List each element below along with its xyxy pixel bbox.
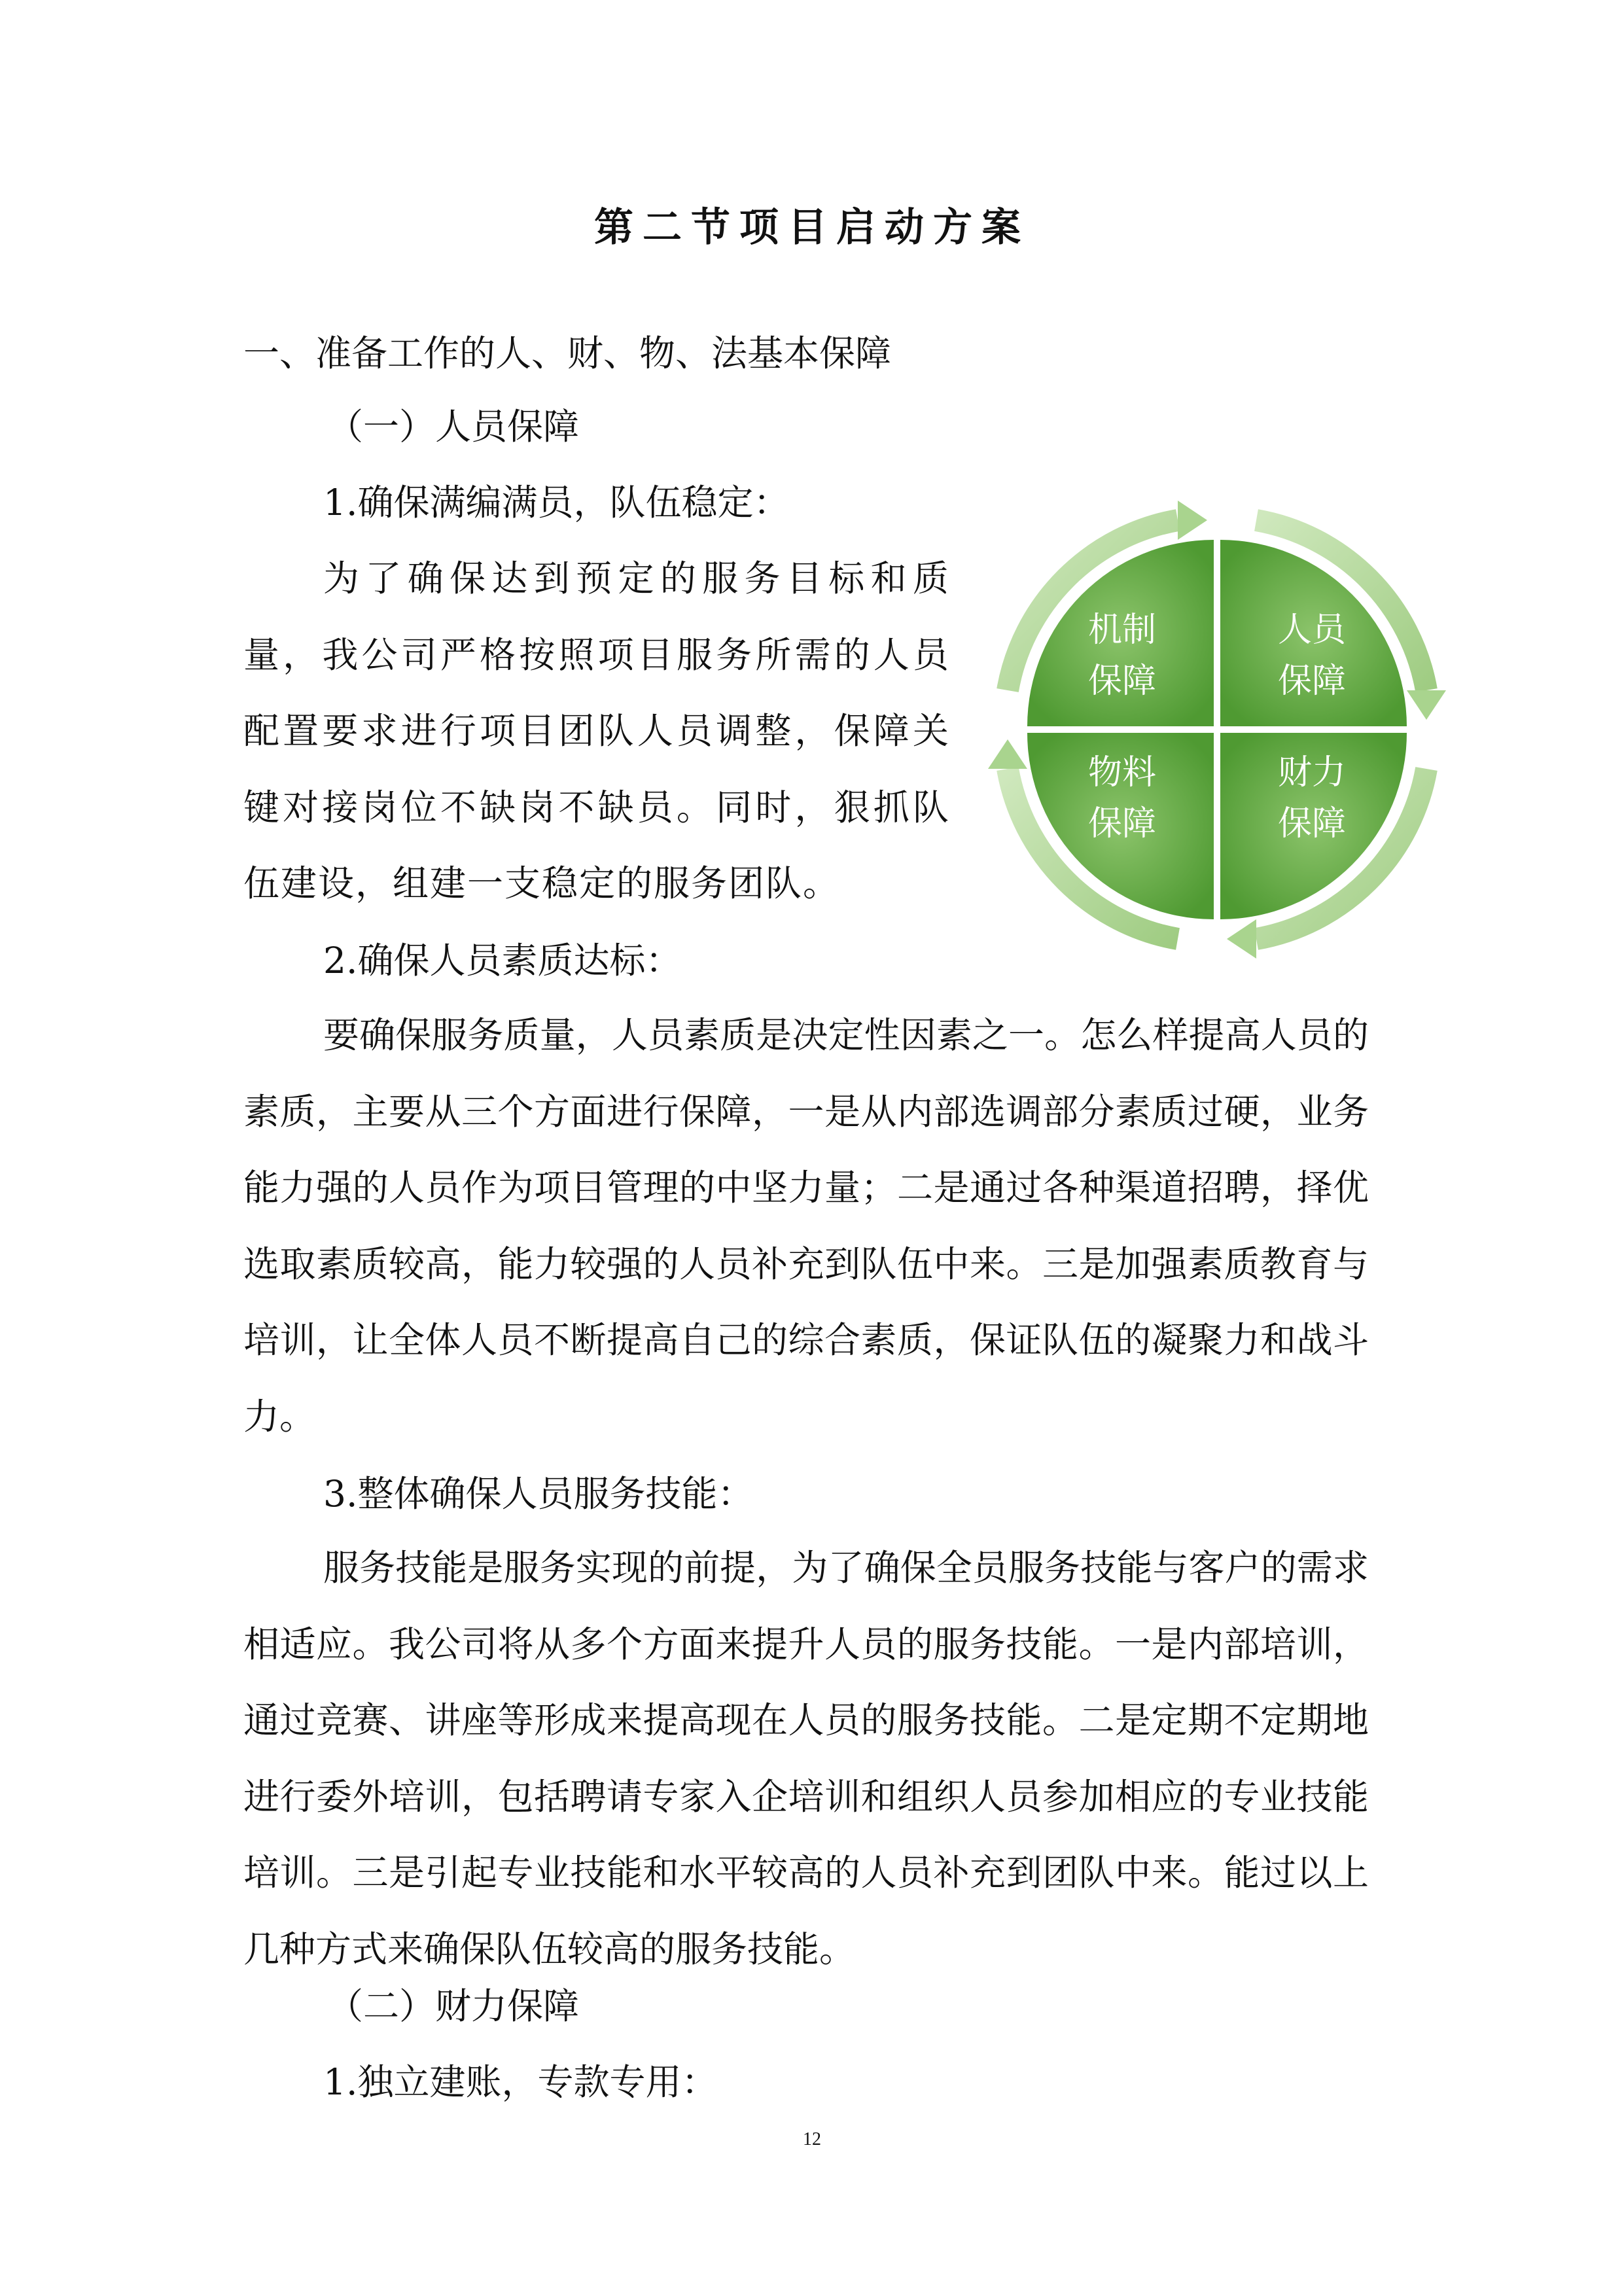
quadrant-label-personnel-1: 人员: [1277, 610, 1347, 650]
item-heading-staffing: 1.确保满编满员，队伍稳定：: [323, 482, 790, 523]
quadrant-label-mechanism-2: 保障: [1087, 662, 1157, 701]
item-heading-accounting: 1.独立建账，专款专用：: [323, 2061, 718, 2103]
subsection-heading-personnel: （一）人员保障: [327, 406, 580, 448]
subsection-heading-finance: （二）财力保障: [327, 1985, 580, 2027]
paragraph-staffing: 为了确保达到预定的服务目标和质量，我公司严格按照项目服务所需的人员配置要求进行项目团队人员调整，保障关键对接岗位不缺岗不缺员。同时，狠抓队伍建设，组建一支稳定的服务团队。: [243, 557, 950, 904]
quadrant-label-materials-1: 物料: [1087, 753, 1157, 792]
page-title: 第二节项目启动方案: [594, 205, 1030, 251]
quadrant-label-finance-1: 财力: [1277, 753, 1347, 792]
page-number: 12: [803, 2129, 821, 2149]
arrow-heads: [988, 501, 1446, 959]
cycle-arrow-ring: [1008, 520, 1426, 939]
paragraph-skills: 服务技能是服务实现的前提，为了确保全员服务技能与客户的需求相适应。我公司将从多个方面来提升人员的服务技能。一是内部培训，通过竞赛、讲座等形成来提高现在人员的服务技能。二是定期不定期地进行委外培训，包括聘请专家入企培训和组织人员参加相应的专业技能培训。三是引起专业技能和水平较高的人员补充到团队中来。能过以上几种方式来确保队伍较高的服务技能。: [243, 1547, 1369, 1970]
quadrant-label-personnel-2: 保障: [1277, 662, 1347, 701]
section-heading: 一、准备工作的人、财、物、法基本保障: [243, 332, 892, 374]
paragraph-quality: 要确保服务质量，人员素质是决定性因素之一。怎么样提高人员的素质，主要从三个方面进行保障，一是从内部选调部分素质过硬，业务能力强的人员作为项目管理的中坚力量；二是通过各种渠道招聘，择优选取素质较高，能力较强的人员补充到队伍中来。三是加强素质教育与培训，让全体人员不断提高自己的综合素质，保证队伍的凝聚力和战斗力。: [243, 1014, 1369, 1438]
item-heading-skills: 3.整体确保人员服务技能：: [323, 1473, 754, 1515]
quadrant-label-materials-2: 保障: [1087, 804, 1157, 843]
guarantee-quadrant-diagram: [981, 494, 1453, 965]
quadrant-label-finance-2: 保障: [1277, 804, 1347, 843]
quadrant-label-mechanism-1: 机制: [1087, 610, 1157, 650]
item-heading-quality: 2.确保人员素质达标：: [323, 940, 682, 981]
